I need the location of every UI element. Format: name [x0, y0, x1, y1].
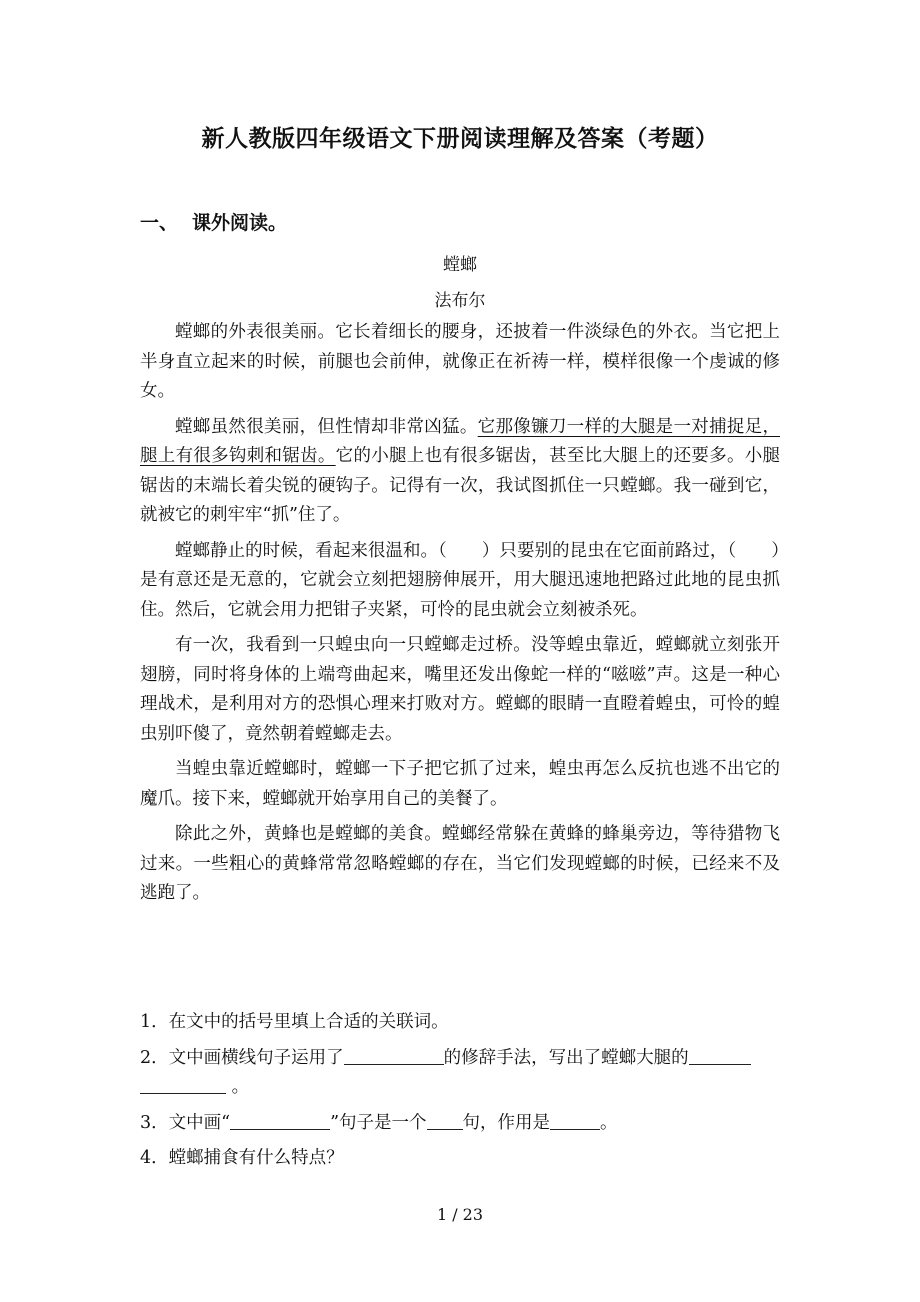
question-3 — [140, 1109, 780, 1139]
question-3-text-b: ”句子是一个 — [330, 1112, 427, 1133]
question-2-text-a: 2．文中画横线句子运用了 — [140, 1047, 344, 1068]
passage-paragraph-5: 当蝗虫靠近螳螂时，螳螂一下子把它抓了过来，蝗虫再怎么反抗也逃不出它的魔爪。接下来，螳螂就开始享用自己的美餐了。 — [140, 759, 780, 809]
section-heading-text: 课外阅读。 — [192, 212, 288, 234]
paragraph-2-end: 它的小腿上也有很多锯齿，甚至比大腿上的还要多。小腿锯齿的末端长着尖锐的硬钩子。记得有一次，我试图抓住一只螳螂。我一碰到它，就被它的刺牢牢“抓”住了。 — [140, 446, 781, 525]
passage-paragraph-1: 螳螂的外表很美丽。它长着细长的腰身，还披着一件淡绿色的外衣。当它把上半身直立起来的时候，前腿也会前伸，就像正在祈祷一样，模样很像一个虔诚的修女。 — [140, 322, 780, 401]
question-2-text-b: 的修辞手法，写出了螳螂大腿的 — [443, 1047, 689, 1068]
question-3-text-d: 。 — [600, 1112, 618, 1133]
answer-blank[interactable] — [689, 1046, 751, 1065]
answer-blank[interactable] — [230, 1111, 330, 1130]
answer-blank[interactable] — [427, 1111, 463, 1130]
underlined-sentence: 它那像镰刀一样的大腿是一对捕捉足，腿上有很多钩刺和锯齿。 — [140, 416, 781, 466]
answer-blank[interactable] — [140, 1075, 226, 1094]
question-2 — [140, 1044, 780, 1103]
question-2-text-c: 。 — [231, 1077, 250, 1097]
question-1: 1．在文中的括号里填上合适的关联词。 — [140, 1012, 449, 1032]
question-4: 4．螳螂捕食有什么特点？ — [140, 1148, 344, 1168]
question-list — [140, 1008, 780, 1180]
page-number: 1 / 23 — [436, 1205, 484, 1224]
question-3-text-c: 句，作用是 — [462, 1112, 551, 1133]
passage-author: 法布尔 — [434, 291, 486, 311]
document-title: 新人教版四年级语文下册阅读理解及答案（考题） — [201, 125, 719, 152]
section-number: 一、 — [140, 212, 179, 234]
passage-paragraph-3: 螳螂静止的时候，看起来很温和。（ ）只要别的昆虫在它面前路过，（ ）是有意还是无意的，它就会立刻把翅膀伸展开，用大腿迅速地把路过此地的昆虫抓住。然后，它就会用力把钳子夹紧，可怜的昆虫就会立刻被杀死。 — [140, 540, 780, 620]
passage-paragraph-4: 有一次，我看到一只蝗虫向一只螳螂走过桥。没等蝗虫靠近，螳螂就立刻张开翅膀，同时将身体的上端弯曲起来，嘴里还发出像蛇一样的“嗞嗞”声。这是一种心理战术，是利用对方的恐惧心理来打败对方。螳螂的眼睛一直瞪着蝗虫，可怜的蝗虫别吓傻了，竟然朝着螳螂走去。 — [140, 635, 780, 744]
answer-blank[interactable] — [550, 1111, 600, 1130]
question-3-text-a: 3．文中画“ — [140, 1112, 231, 1133]
section-heading — [140, 208, 287, 235]
passage-body — [140, 318, 780, 909]
passage-paragraph-6: 除此之外，黄蜂也是螳螂的美食。螳螂经常躲在黄蜂的蜂巢旁边，等待猎物飞过来。一些粗心的黄蜂常常忽略螳螂的存在，当它们发现螳螂的时候，已经来不及逃跑了。 — [140, 824, 780, 903]
paragraph-2-start: 螳螂虽然很美丽，但性情却非常凶猛。 — [175, 416, 478, 437]
answer-blank[interactable] — [344, 1046, 444, 1065]
passage-title: 螳螂 — [443, 255, 477, 275]
passage-paragraph-2 — [140, 413, 780, 531]
